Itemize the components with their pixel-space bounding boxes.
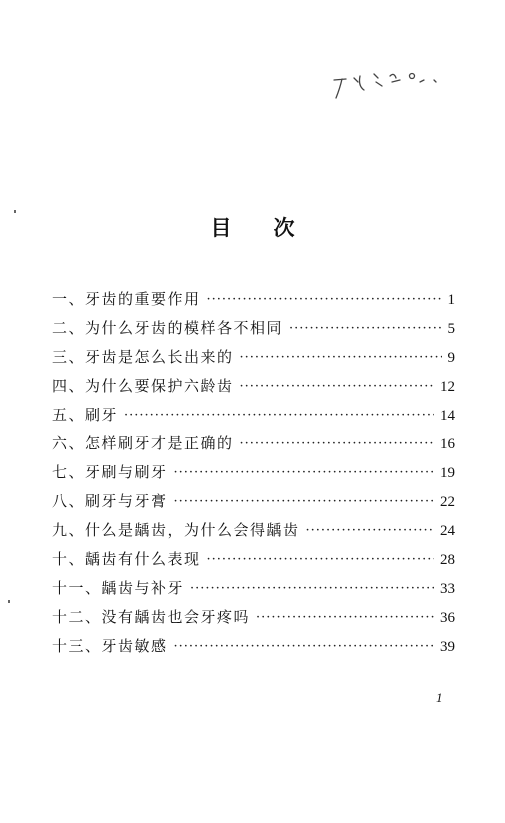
page-number: 1 [436, 690, 443, 705]
toc-entry-label: 四、为什么要保护六龄齿 [52, 376, 234, 395]
dot-leader [207, 552, 434, 567]
toc-entry[interactable] [52, 375, 455, 404]
toc-entry[interactable] [52, 606, 455, 635]
title-char-1: 目 [210, 216, 232, 240]
toc-entry-page: 14 [440, 407, 455, 424]
toc-entry-label: 十三、牙齿敏感 [52, 636, 168, 655]
toc-entry-page: 19 [440, 465, 455, 482]
table-of-contents [52, 288, 455, 664]
toc-entry-label: 七、牙刷与刷牙 [52, 463, 168, 482]
toc-entry-label: 六、怎样刷牙才是正确的 [52, 434, 234, 453]
dot-leader [124, 408, 434, 423]
toc-entry[interactable] [52, 346, 455, 375]
toc-entry-page: 28 [440, 552, 455, 569]
dot-leader [289, 321, 441, 336]
toc-entry-label: 五、刷牙 [52, 405, 119, 424]
dot-leader [174, 494, 434, 509]
toc-entry[interactable] [52, 404, 455, 433]
toc-entry-label: 十、龋齿有什么表现 [52, 550, 201, 569]
toc-entry-page: 9 [447, 349, 455, 366]
scan-speck [8, 600, 10, 603]
toc-entry[interactable] [52, 519, 455, 548]
toc-entry-label: 十二、没有龋齿也会牙疼吗 [52, 607, 251, 626]
title-char-2: 次 [273, 216, 295, 240]
dot-leader [190, 581, 434, 596]
dot-leader [174, 465, 434, 480]
toc-entry-page: 36 [440, 609, 455, 626]
dot-leader [256, 610, 434, 625]
dot-leader [240, 379, 434, 394]
toc-entry-label: 三、牙齿是怎么长出来的 [52, 347, 234, 366]
toc-entry-page: 5 [447, 320, 455, 337]
toc-entry-page: 16 [440, 436, 455, 453]
handwritten-annotation [330, 68, 450, 102]
toc-entry-page: 12 [440, 378, 455, 395]
toc-entry[interactable] [52, 317, 455, 346]
toc-entry-label: 九、什么是龋齿，为什么会得龋齿 [52, 521, 300, 540]
toc-entry-page: 33 [440, 580, 455, 597]
toc-entry[interactable] [52, 461, 455, 490]
toc-entry[interactable] [52, 548, 455, 577]
toc-entry-page: 24 [440, 523, 455, 540]
dot-leader [240, 350, 442, 365]
toc-entry-page: 39 [440, 638, 455, 655]
toc-entry[interactable] [52, 635, 455, 664]
toc-entry-label: 八、刷牙与牙膏 [52, 492, 168, 511]
dot-leader [174, 639, 434, 654]
toc-entry-page: 1 [447, 292, 455, 308]
toc-entry-label: 一、牙齿的重要作用 [52, 290, 201, 308]
dot-leader [306, 523, 434, 538]
toc-entry[interactable] [52, 432, 455, 461]
dot-leader [207, 292, 442, 307]
toc-entry[interactable] [52, 490, 455, 519]
dot-leader [240, 436, 434, 451]
toc-entry[interactable] [52, 288, 455, 317]
toc-entry-label: 十一、龋齿与补牙 [52, 578, 185, 597]
toc-entry-page: 22 [440, 494, 455, 511]
toc-entry-label: 二、为什么牙齿的模样各不相同 [52, 318, 284, 337]
toc-entry[interactable] [52, 577, 455, 606]
page-title [0, 212, 505, 242]
